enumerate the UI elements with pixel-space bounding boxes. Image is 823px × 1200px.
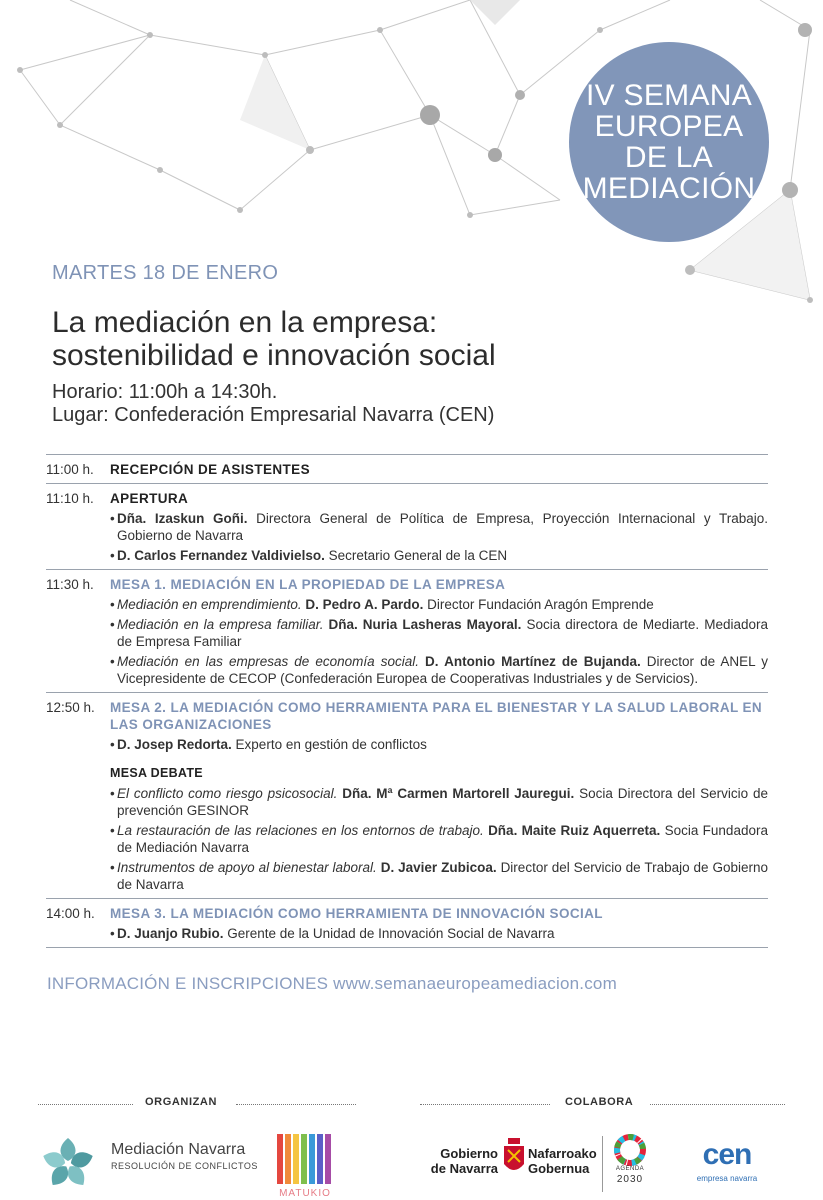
speaker-desc: Secretario General de la CEN — [328, 548, 508, 563]
agenda — [46, 454, 768, 948]
slot-heading: MESA 2. LA MEDIACIÓN COMO HERRAMIENTA PARA EL BIENESTAR Y LA SALUD LABORAL EN LAS ORGANIZACIONES — [110, 700, 763, 732]
list-item: • Mediación en las empresas de economía social. D. Antonio Martínez de Bujanda. Director de ANEL y Vicepresidente de CECOP (Confederación Europea de Cooperativas Industriales y de Servicios). — [110, 654, 768, 686]
gob-line: de Navarra — [430, 1161, 498, 1176]
slot-heading: MESA 3. LA MEDIACIÓN COMO HERRAMIENTA DE INNOVACIÓN SOCIAL — [110, 906, 603, 921]
slot-time: 12:50 h. — [46, 700, 95, 715]
speaker-name: Dña. Izaskun Goñi. — [117, 511, 248, 526]
agenda-year: 2030 — [616, 1174, 644, 1185]
divider — [236, 1104, 356, 1105]
list-item: • El conflicto como riesgo psicosocial. Dña. Mª Carmen Martorell Jauregui. Socia Directora del Servicio de prevención GESINOR — [110, 786, 768, 818]
slot-time: 11:30 h. — [46, 577, 94, 592]
event-date: MARTES 18 DE ENERO — [52, 262, 279, 284]
event-schedule: Horario: 11:00h a 14:30h. — [52, 381, 278, 403]
gob-line: Nafarroako — [528, 1146, 597, 1161]
speaker-name: D. Antonio Martínez de Bujanda. — [425, 654, 641, 669]
list-item: • D. Josep Redorta. Experto en gestión de conflictos — [110, 737, 427, 752]
slot-time: 14:00 h. — [46, 906, 95, 921]
flower-icon — [35, 1135, 101, 1193]
speaker-name: D. Juanjo Rubio. — [117, 926, 224, 941]
coat-of-arms-icon — [502, 1138, 526, 1178]
slot-subheading: MESA DEBATE — [110, 766, 203, 780]
speaker-name: Dña. Mª Carmen Martorell Jauregui. — [342, 786, 575, 801]
list-item: • Mediación en la empresa familiar. Dña. Nuria Lasheras Mayoral. Socia directora de Mediarte. Mediadora de Empresa Familiar — [110, 617, 768, 649]
slot-time: 11:10 h. — [46, 491, 94, 506]
badge-line: MEDIACIÓN — [582, 172, 756, 205]
list-item: • La restauración de las relaciones en los entornos de trabajo. Dña. Maite Ruiz Aquerreta. Socia Fundadora de Mediación Navarra — [110, 823, 768, 855]
cen-wordmark: cen — [702, 1138, 752, 1171]
registration-link[interactable]: INFORMACIÓN E INSCRIPCIONES www.semanaeuropeamediacion.com — [47, 974, 617, 993]
event-badge — [569, 42, 769, 242]
organizan-label: ORGANIZAN — [145, 1096, 218, 1108]
gobierno-text-eu — [528, 1146, 597, 1176]
list-item: • Dña. Izaskun Goñi. Directora General de Política de Empresa, Proyección Internacional y Trabajo. Gobierno de Navarra — [110, 511, 768, 543]
divider — [420, 1104, 550, 1105]
gobierno-text-es — [430, 1146, 498, 1176]
agenda-slot — [46, 569, 768, 692]
event-location: Lugar: Confederación Empresarial Navarra (CEN) — [52, 404, 495, 426]
speaker-name: D. Josep Redorta. — [117, 737, 232, 752]
speaker-desc: Socia Directora del Servicio de prevención GESINOR — [117, 786, 768, 818]
slot-heading: MESA 1. MEDIACIÓN EN LA PROPIEDAD DE LA EMPRESA — [110, 577, 506, 592]
list-item: • Mediación en emprendimiento. D. Pedro A. Pardo. Director Fundación Aragón Emprende — [110, 597, 654, 612]
mediacion-navarra-logo — [35, 1135, 258, 1193]
topic: Mediación en las empresas de economía social. — [117, 654, 419, 669]
agenda-2030-logo — [608, 1134, 652, 1194]
topic: El conflicto como riesgo psicosocial. — [117, 786, 338, 801]
slot-heading: APERTURA — [110, 491, 189, 506]
speaker-desc: Socia Fundadora de Mediación Navarra — [117, 823, 768, 855]
list-item: • D. Juanjo Rubio. Gerente de la Unidad de Innovación Social de Navarra — [110, 926, 555, 941]
agenda-label: AGENDA — [615, 1166, 645, 1172]
title-line: La mediación en la empresa: — [52, 306, 438, 339]
gob-line: Gobernua — [528, 1161, 590, 1176]
event-title — [52, 306, 496, 372]
colabora-label: COLABORA — [565, 1096, 634, 1108]
mediacion-name: Mediación Navarra — [111, 1141, 246, 1158]
speaker-desc: Gerente de la Unidad de Innovación Social de Navarra — [227, 926, 555, 941]
speaker-desc: Socia directora de Mediarte. Mediadora de Empresa Familiar — [117, 617, 768, 649]
event-info — [52, 381, 494, 427]
badge-line: IV SEMANA — [585, 79, 753, 112]
topic: Instrumentos de apoyo al bienestar laboral. — [117, 860, 377, 875]
badge-line: DE LA — [624, 141, 714, 174]
list-item: • Instrumentos de apoyo al bienestar laboral. D. Javier Zubicoa. Director del Servicio de Trabajo de Gobierno de Navarra — [110, 860, 769, 892]
slot-time: 11:00 h. — [46, 462, 94, 477]
speaker-desc: Director Fundación Aragón Emprende — [427, 597, 654, 612]
agenda-slot — [46, 454, 768, 483]
title-line: sostenibilidad e innovación social — [52, 339, 496, 372]
agenda-slot — [46, 692, 768, 898]
matukio-label: MATUKIO — [279, 1188, 331, 1199]
speaker-desc: Directora General de Política de Empresa, Proyección Internacional y Trabajo. Gobierno de Navarra — [117, 511, 768, 543]
cen-sub: empresa navarra — [696, 1174, 758, 1183]
agenda-slot — [46, 898, 768, 948]
speaker-desc: Director de ANEL y Vicepresidente de CECOP (Confederación Europea de Cooperativas Industriales y de Servicios). — [117, 654, 768, 686]
speaker-name: D. Pedro A. Pardo. — [305, 597, 424, 612]
topic: Mediación en la empresa familiar. — [117, 617, 324, 632]
gobierno-navarra-logo — [430, 1132, 660, 1198]
topic: Mediación en emprendimiento. — [117, 597, 302, 612]
sdg-wheel-icon — [608, 1134, 652, 1166]
list-item: • D. Carlos Fernandez Valdivielso. Secretario General de la CEN — [110, 548, 508, 563]
speaker-name: D. Javier Zubicoa. — [380, 860, 497, 875]
matukio-logo — [275, 1132, 335, 1200]
divider — [38, 1104, 133, 1105]
divider — [650, 1104, 785, 1105]
agenda-slot — [46, 483, 768, 569]
speaker-name: D. Carlos Fernandez Valdivielso. — [117, 548, 325, 563]
topic: La restauración de las relaciones en los entornos de trabajo. — [117, 823, 484, 838]
speaker-name: Dña. Maite Ruiz Aquerreta. — [488, 823, 661, 838]
divider — [602, 1136, 603, 1192]
rainbow-bars-icon — [275, 1132, 335, 1186]
speaker-name: Dña. Nuria Lasheras Mayoral. — [328, 617, 522, 632]
slot-heading: RECEPCIÓN DE ASISTENTES — [110, 462, 310, 477]
gob-line: Gobierno — [440, 1146, 498, 1161]
mediacion-sub: RESOLUCIÓN DE CONFLICTOS — [111, 1161, 258, 1171]
speaker-desc: Director del Servicio de Trabajo de Gobierno de Navarra — [117, 860, 769, 892]
badge-line: EUROPEA — [594, 110, 744, 143]
speaker-desc: Experto en gestión de conflictos — [235, 737, 427, 752]
cen-logo — [693, 1138, 773, 1188]
